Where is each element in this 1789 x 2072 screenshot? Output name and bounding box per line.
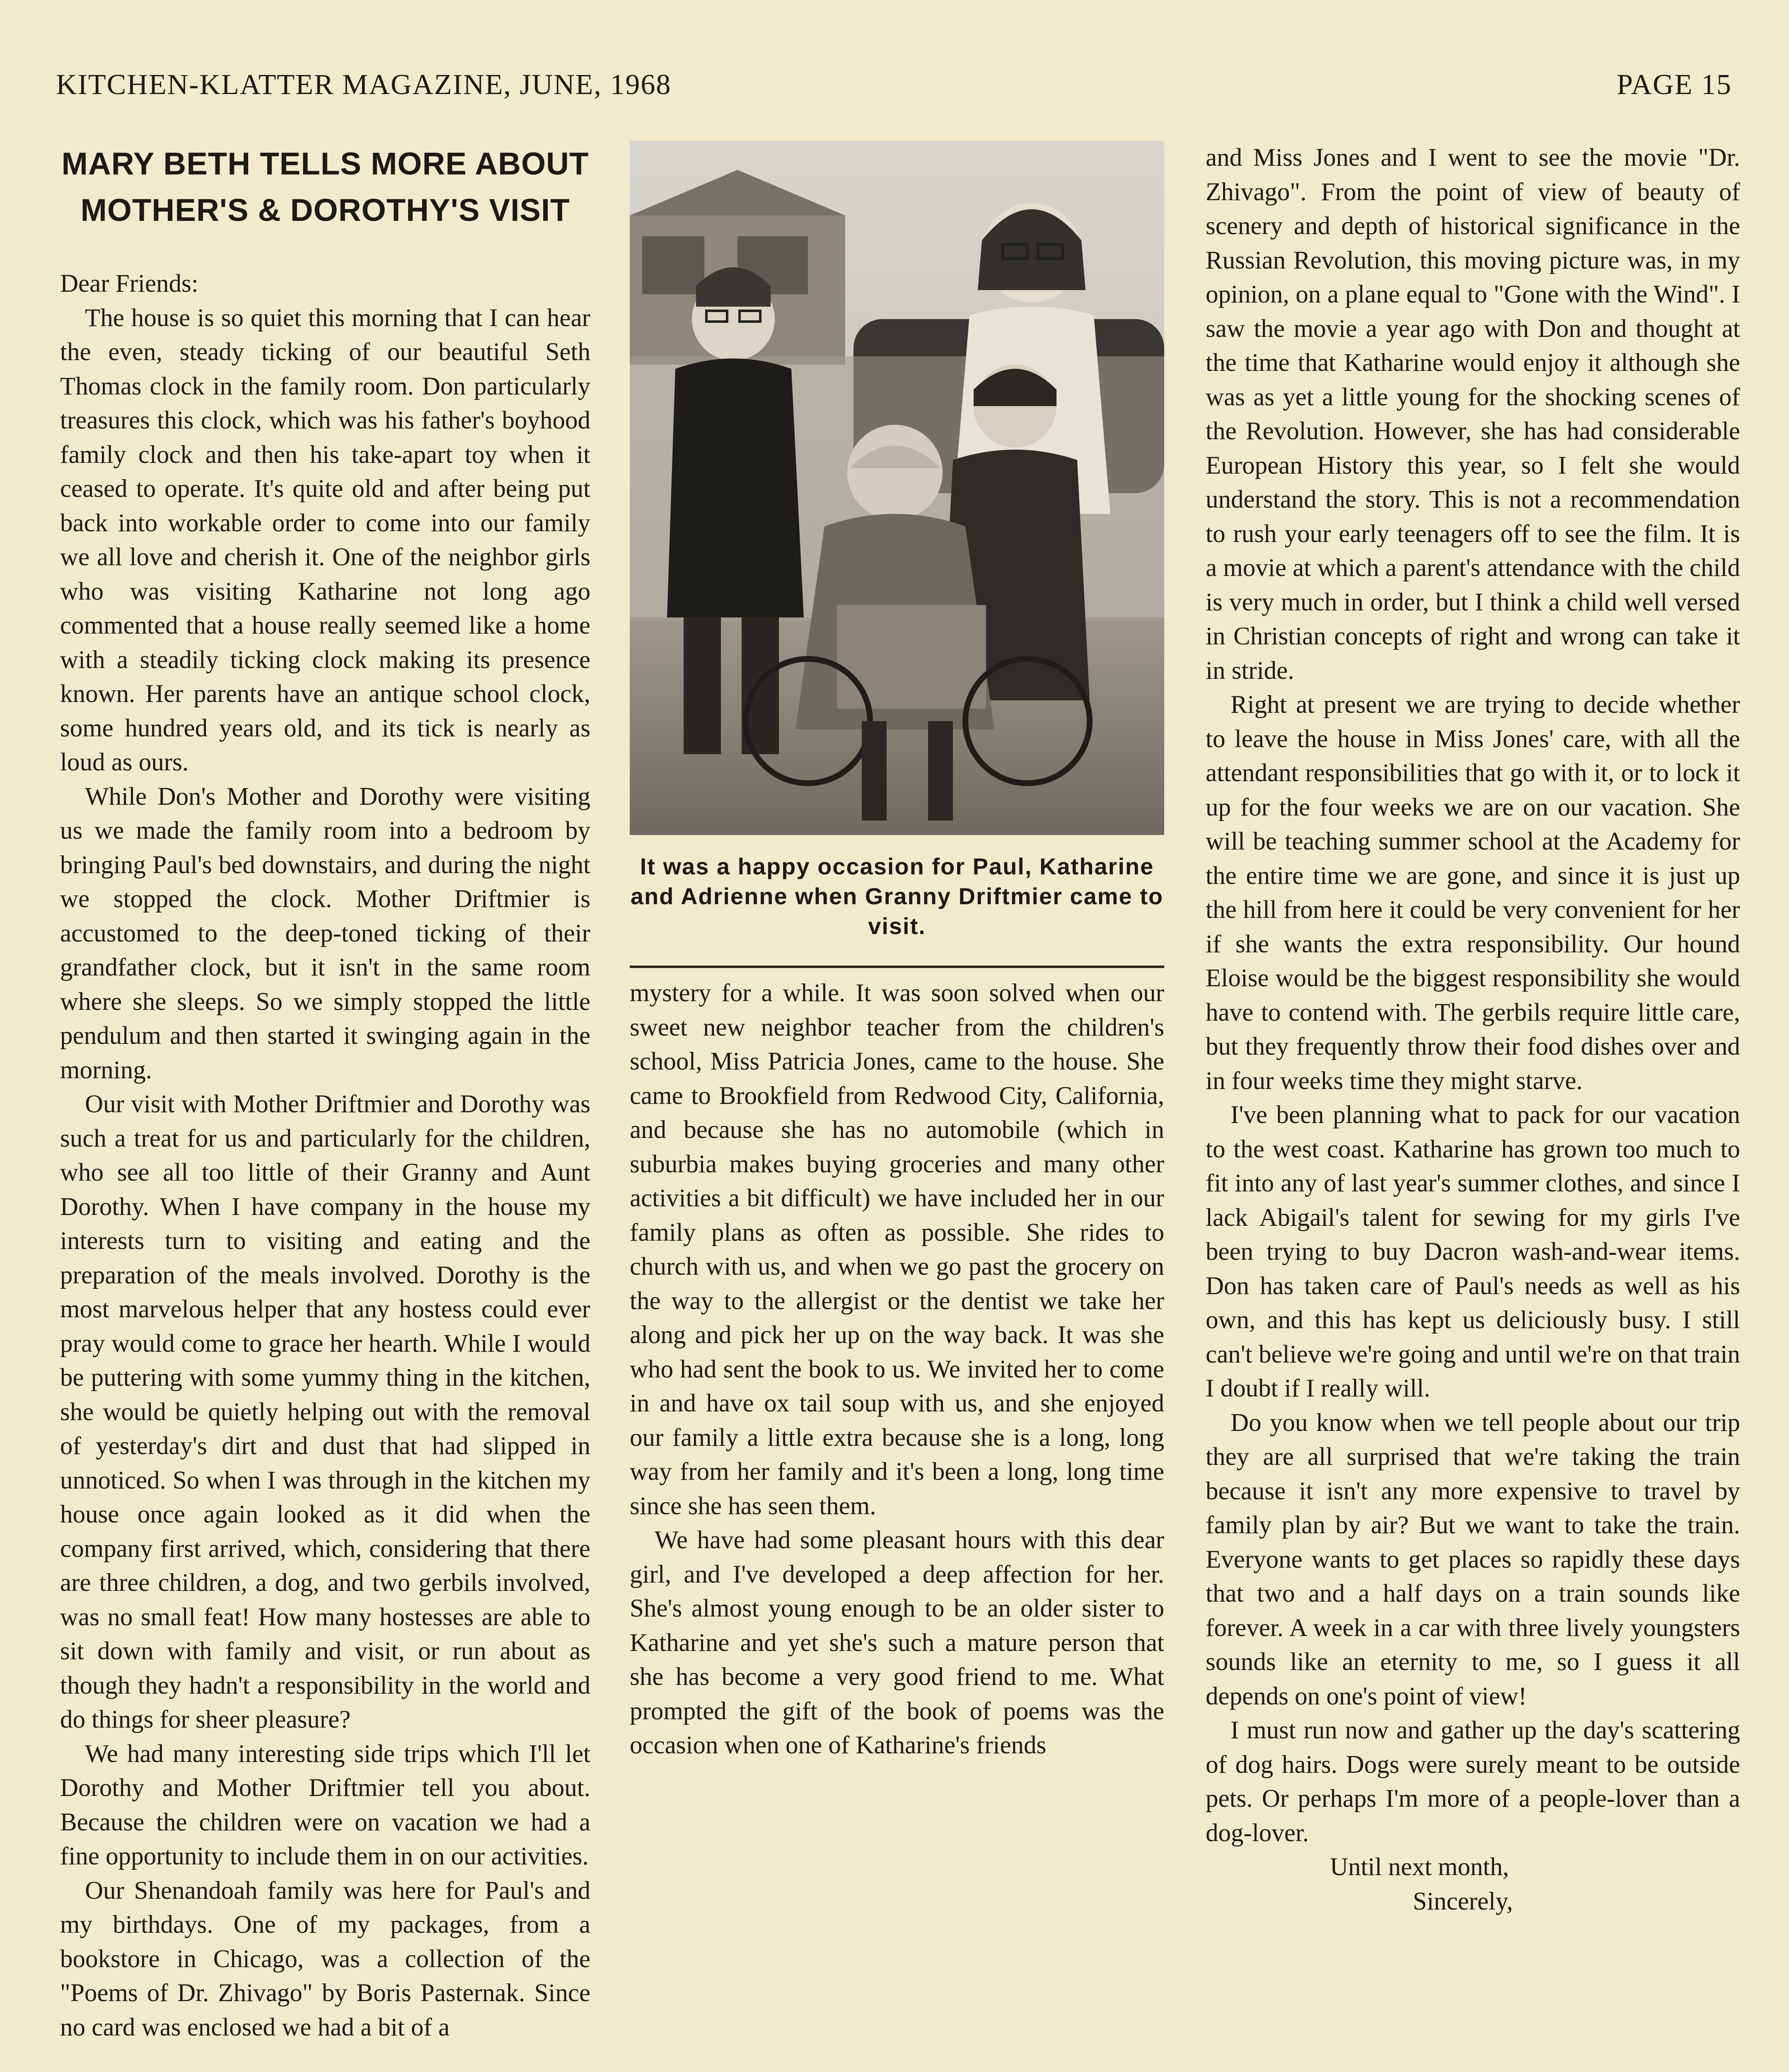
paragraph: I've been planning what to pack for our vacation to the west coast. Katharine has grown too much to fit into any of last year's summer clothes, and since I lack Abigail's talent for sewing for my girls I've been trying to buy Dacron wash-and-wear items. Don has taken care of Paul's needs as well as his own, and this has kept us deliciously busy. I still can't believe we're going and until we're on that train I doubt if I really will.: [1206, 1101, 1740, 1402]
paragraph: Right at present we are trying to decide whether to leave the house in Miss Jones' care, with all the attendant responsibilities that go with it, or to lock it up for the four weeks we are on our vacation. She will be teaching summer school at the Academy for the entire time we are gone, and since it is just up the hill from here it could be very convenient for her if she wants the extra responsibility. Our hound Eloise would be the biggest responsibility she would have to contend with. The gerbils require little care, but they frequently throw their food dishes over and in four weeks time they might starve.: [1206, 691, 1740, 1095]
column-1: [60, 141, 590, 2072]
divider: [630, 966, 1164, 968]
headline: MARY BETH TELLS MORE ABOUT MOTHER'S & DOROTHY'S VISIT: [61, 146, 589, 228]
paragraph: Do you know when we tell people about our trip they are all surprised that we're taking the train because it isn't any more expensive to travel by family plan by air? But we want to take the train. Everyone wants to get places so rapidly these days that two and a half days on a train sounds like forever. A week in a car with three lively youngsters sounds like an eternity to me, so I guess it all depends on one's point of view!: [1206, 1409, 1740, 1710]
paragraph: The house is so quiet this morning that I can hear the even, steady ticking of our beautiful Seth Thomas clock in the family room. Don particularly treasures this clock, which was his father's boyhood family clock and then his take-apart toy when it ceased to operate. It's quite old and after being put back into workable order to come into our family we all love and cherish it. One of the neighbor girls who was visiting Katharine not long ago commented that a house really seemed like a home with a steadily ticking clock making its presence known. Her parents have an antique school clock, some hundred years old, and its tick is nearly as loud as ours.: [60, 304, 590, 776]
paragraph: I must run now and gather up the day's scattering of dog hairs. Dogs were surely meant to be outside pets. Or perhaps I'm more of a people-lover than a dog-lover.: [1206, 1716, 1740, 1847]
paragraph: mystery for a while. It was soon solved when our sweet new neighbor teacher from the children's school, Miss Patricia Jones, came to the house. She came to Brookfield from Redwood City, California, and because she has no automobile (which in suburbia makes buying groceries and many other activities a bit difficult) we have included her in our family plans as often as possible. She rides to church with us, and when we go past the grocery on the way to the allergist or the dentist we take her along and pick her up on the way back. It was she who had sent the book to us. We invited her to come in and have ox tail soup with us, and she enjoyed our family a little extra because she is a long, long way from her family and it's been a long, long time since she has seen them.: [630, 979, 1164, 1520]
family-photo-image: [630, 141, 1164, 835]
photo-caption: It was a happy occasion for Paul, Katharine and Adrienne when Granny Driftmier came to visit.: [630, 853, 1164, 939]
paragraph: While Don's Mother and Dorothy were visiting us we made the family room into a bedroom by bringing Paul's bed downstairs, and during the night we stopped the clock. Mother Driftmier is accustomed to the deep-toned ticking of their grandfather clock, but it isn't in the same room where she sleeps. So we simply stopped the little pendulum and then started it swinging again in the morning.: [60, 782, 590, 1084]
paragraph: Our visit with Mother Driftmier and Dorothy was such a treat for us and particularly for the children, who see all too little of their Granny and Aunt Dorothy. When I have company in the house my interests turn to visiting and eating and the preparation of the meals involved. Dorothy is the most marvelous helper that any hostess could ever pray would come to grace her hearth. While I would be puttering with some yummy thing in the kitchen, she would be quietly helping out with the removal of yesterday's dirt and dust that had slipped in unnoticed. So when I was through in the kitchen my house once again looked as it did when the company first arrived, which, considering that there are three children, a dog, and two gerbils involved, was no small feat! How many hostesses are able to sit down with family and visit, or run about as though they hadn't a responsibility in the world and do things for sheer pleasure?: [60, 1090, 590, 1733]
column-2-text: [630, 976, 1164, 2072]
paragraph: We have had some pleasant hours with this dear girl, and I've developed a deep affection for her. She's almost young enough to be an older sister to Katharine and yet she's such a mature person that she has become a very good friend to me. What prompted the gift of the book of poems was the occasion when one of Katharine's friends: [630, 1526, 1164, 1759]
paragraph: We had many interesting side trips which I'll let Dorothy and Mother Driftmier tell you about. Because the children were on vacation we had a fine opportunity to include them in on our activities.: [60, 1740, 590, 1870]
closing: [1206, 1850, 1740, 1919]
paragraph: and Miss Jones and I went to see the movie "Dr. Zhivago". From the point of view of beauty of scenery and depth of historical significance in the Russian Revolution, this moving picture was, in my opinion, on a plane equal to "Gone with the Wind". I saw the movie a year ago with Don and thought at the time that Katharine would enjoy it although she was as yet a little young for the shocking scenes of the Revolution. However, she has had considerable European History this year, so I felt she would understand the story. This is not a recommendation to rush your early teenagers off to see the film. It is a movie at which a parent's attendance with the child is very much in order, but I think a child well versed in Christian concepts of right and wrong can take it in stride.: [1206, 144, 1740, 685]
paragraph: Our Shenandoah family was here for Paul's and my birthdays. One of my packages, from a bookstore in Chicago, was a collection of the "Poems of Dr. Zhivago" by Boris Pasternak. Since no card was enclosed we had a bit of a: [60, 1876, 590, 2041]
closing-line: Sincerely,: [1413, 1887, 1513, 1915]
family-photo: [630, 141, 1164, 835]
page-number: PAGE 15: [1617, 69, 1732, 101]
photo-block: [630, 141, 1164, 966]
column-2: [630, 141, 1164, 2072]
closing-line: Until next month,: [1330, 1853, 1509, 1881]
magazine-title: KITCHEN-KLATTER MAGAZINE, JUNE, 1968: [56, 69, 672, 101]
salutation: Dear Friends:: [60, 270, 198, 298]
column-3: [1206, 141, 1740, 2072]
running-head: [56, 62, 1732, 108]
